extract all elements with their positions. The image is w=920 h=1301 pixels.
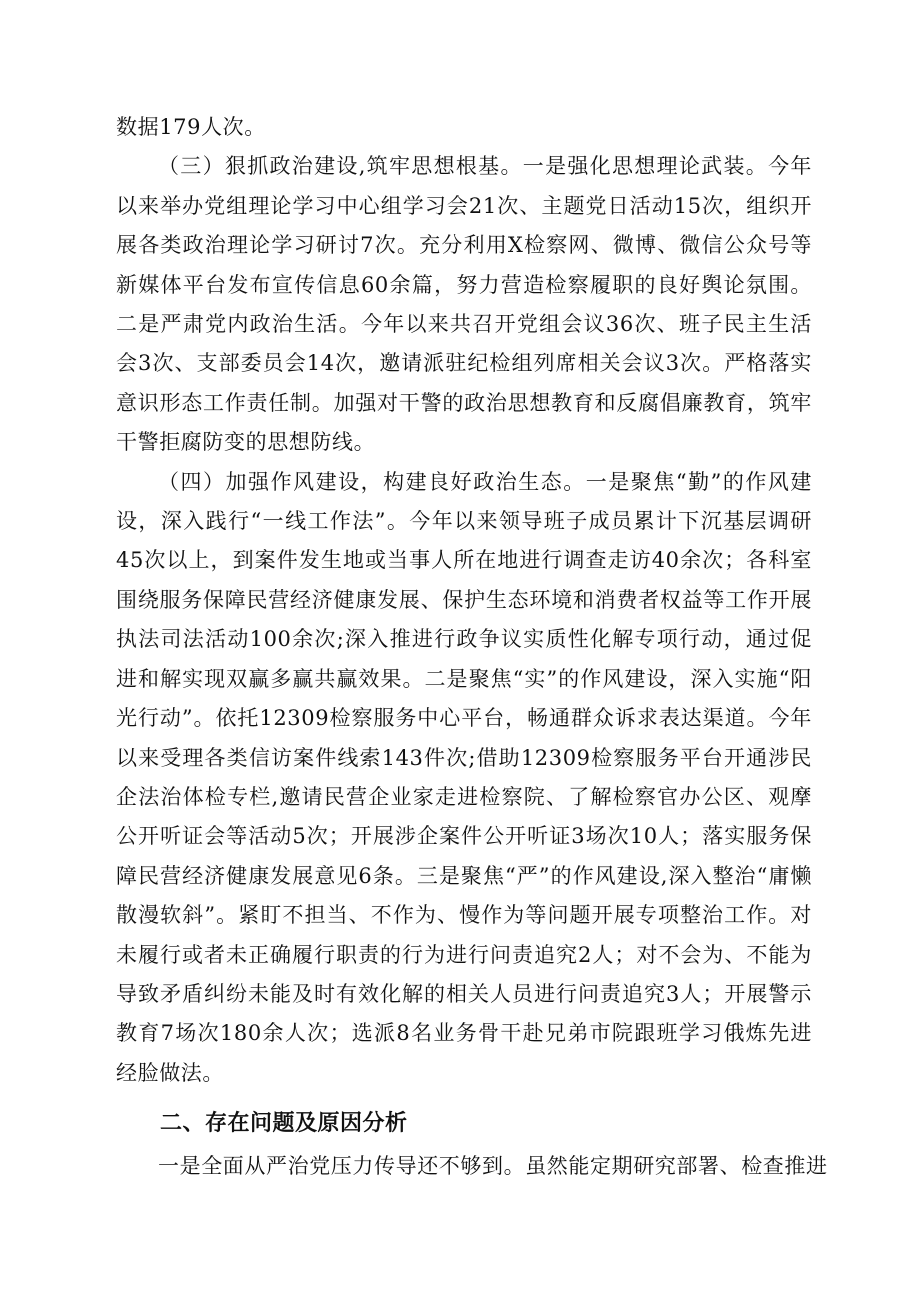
paragraph-political-building: （三）狠抓政治建设,筑牢思想根基。一是强化思想理论武装。今年以来举办党组理论学习中心组学习会21次、主题党日活动15次，组织开展各类政治理论学习研讨7次。充分利用X检察网、微博、微信公众号等新媒体平台发布宣传信息60余篇，努力营造检察履职的良好舆论氛围。二是严肃党内政治生活。今年以来共召开党组会议36次、班子民主生活会3次、支部委员会14次，邀请派驻纪检组列席相关会议3次。严格落实意识形态工作责任制。加强对干警的政治思想教育和反腐倡廉教育，筑牢干警拒腐防变的思想防线。	[116, 154, 812, 455]
body-text-upper	[116, 108, 812, 1093]
section-heading: 二、存在问题及原因分析	[160, 1111, 408, 1136]
body-text-lower	[116, 1147, 828, 1186]
paragraph-work-style: （四）加强作风建设，构建良好政治生态。一是聚焦“勤”的作风建设，深入践行“一线工作法”。今年以来领导班子成员累计下沉基层调研45次以上，到案件发生地或当事人所在地进行调查走访40余次；各科室围绕服务保障民营经济健康发展、保护生态环境和消费者权益等工作开展执法司法活动100余次;深入推进行政争议实质性化解专项行动，通过促进和解实现双赢多赢共赢效果。二是聚焦“实”的作风建设，深入实施“阳光行动”。依托12309检察服务中心平台，畅通群众诉求表达渠道。今年以来受理各类信访案件线索143件次;借助12309检察服务平台开通涉民企法治体检专栏,邀请民营企业家走进检察院、了解检察官办公区、观摩公开听证会等活动5次；开展涉企案件公开听证3场次10人；落实服务保障民营经济健康发展意见6条。三是聚焦“严”的作风建设,深入整治“庸懒散漫软斜”。紧盯不担当、不作为、慢作为等问题开展专项整治工作。对未履行或者未正确履行职责的行为进行问责追究2人；对不会为、不能为导致矛盾纠纷未能及时有效化解的相关人员进行问责追究3人；开展警示教育7场次180余人次；选派8名业务骨干赴兄弟市院跟班学习俄炼先进经脸做法。	[116, 469, 812, 1085]
paragraph-problem-one: 一是全面从严治党压力传导还不够到。虽然能定期研究部署、检查推进	[158, 1154, 828, 1178]
paragraph-continuation: 数据179人次。	[116, 115, 266, 139]
